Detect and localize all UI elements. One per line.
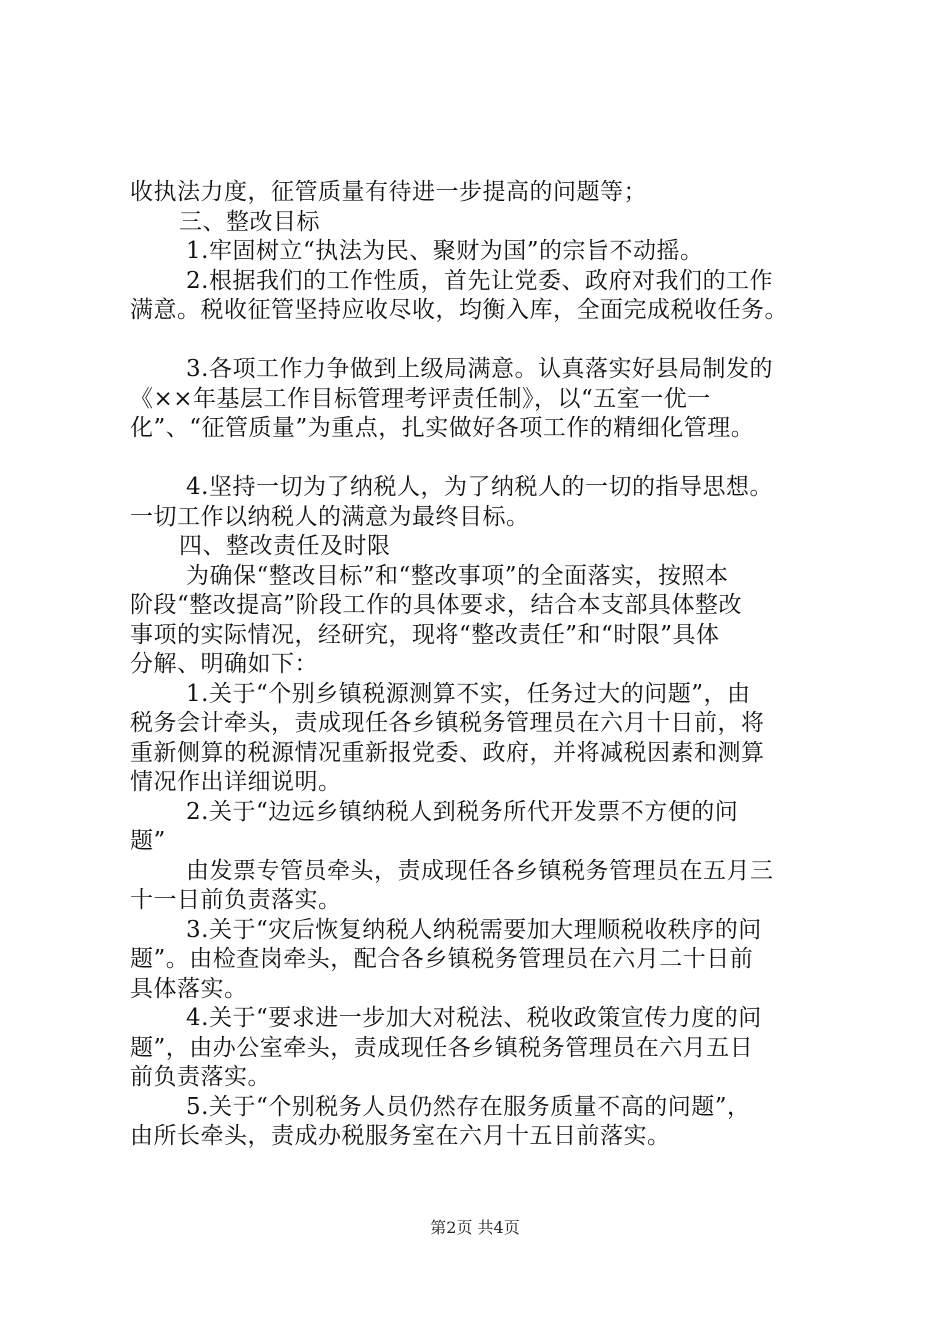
text-line: 题” (130, 828, 166, 854)
text-line: 2.根据我们的工作性质，首先让党委、政府对我们的工作 (186, 267, 773, 294)
text-line: 阶段“整改提高”阶段工作的具体要求，结合本支部具体整改 (130, 592, 743, 618)
text-line: 为确保“整改目标”和“整改事项”的全面落实，按照本 (186, 562, 729, 589)
text-line: 3.关于“灾后恢复纳税人纳税需要加大理顺税收秩序的问 (186, 916, 762, 943)
text-line: 具体落实。 (130, 975, 248, 1002)
section-heading: 四、整改责任及时限 (179, 533, 391, 559)
text-line: 重新侧算的税源情况重新报党委、政府，并将减税因素和测算 (130, 739, 765, 766)
text-line: 满意。税收征管坚持应收尽收，均衡入库，全面完成税收任务。 (130, 297, 788, 323)
text-line: 化”、“征管质量”为重点，扎实做好各项工作的精细化管理。 (130, 415, 755, 441)
text-line: 4.关于“要求进一步加大对税法、税收政策宣传力度的问 (186, 1005, 762, 1031)
text-line: 事项的实际情况，经研究，现将“整改责任”和“时限”具体 (130, 621, 720, 648)
text-line: 情况作出详细说明。 (130, 769, 342, 795)
text-line: 题”，由办公室牵头，责成现任各乡镇税务管理员在六月五日 (130, 1034, 754, 1061)
text-line: 收执法力度，征管质量有待进一步提高的问题等； (130, 179, 647, 205)
text-line: 5.关于“个别税务人员仍然存在服务质量不高的问题”， (186, 1093, 751, 1120)
text-line: 1.关于“个别乡镇税源测算不实，任务过大的问题”，由 (186, 680, 751, 707)
text-line: 税务会计牵头，责成现任各乡镇税务管理员在六月十日前，将 (130, 710, 765, 736)
text-line: 十一日前负责落实。 (130, 887, 342, 913)
text-line: 1.牢固树立“执法为民、聚财为国”的宗旨不动摇。 (186, 238, 704, 264)
text-line: 由发票专管员牵头，责成现任各乡镇税务管理员在五月三 (186, 857, 774, 884)
text-line: 一切工作以纳税人的满意为最终目标。 (130, 503, 530, 530)
page-footer: 第2页 共4页 (430, 1218, 520, 1237)
text-line: 由所长牵头，责成办税服务室在六月十五日前落实。 (130, 1123, 671, 1149)
section-heading: 三、整改目标 (179, 208, 320, 235)
text-line: 分解、明确如下： (130, 651, 318, 677)
text-line: 2.关于“边远乡镇纳税人到税务所代开发票不方便的问 (186, 798, 739, 825)
text-line: 前负责落实。 (130, 1064, 271, 1090)
text-line: 题”。由检查岗牵头，配合各乡镇税务管理员在六月二十日前 (130, 946, 754, 972)
text-line: 4.坚持一切为了纳税人，为了纳税人的一切的指导思想。 (186, 474, 773, 500)
text-line: 《××年基层工作目标管理考评责任制》，以“五室一优一 (130, 385, 711, 412)
text-line: 3.各项工作力争做到上级局满意。认真落实好县局制发的 (186, 356, 773, 382)
